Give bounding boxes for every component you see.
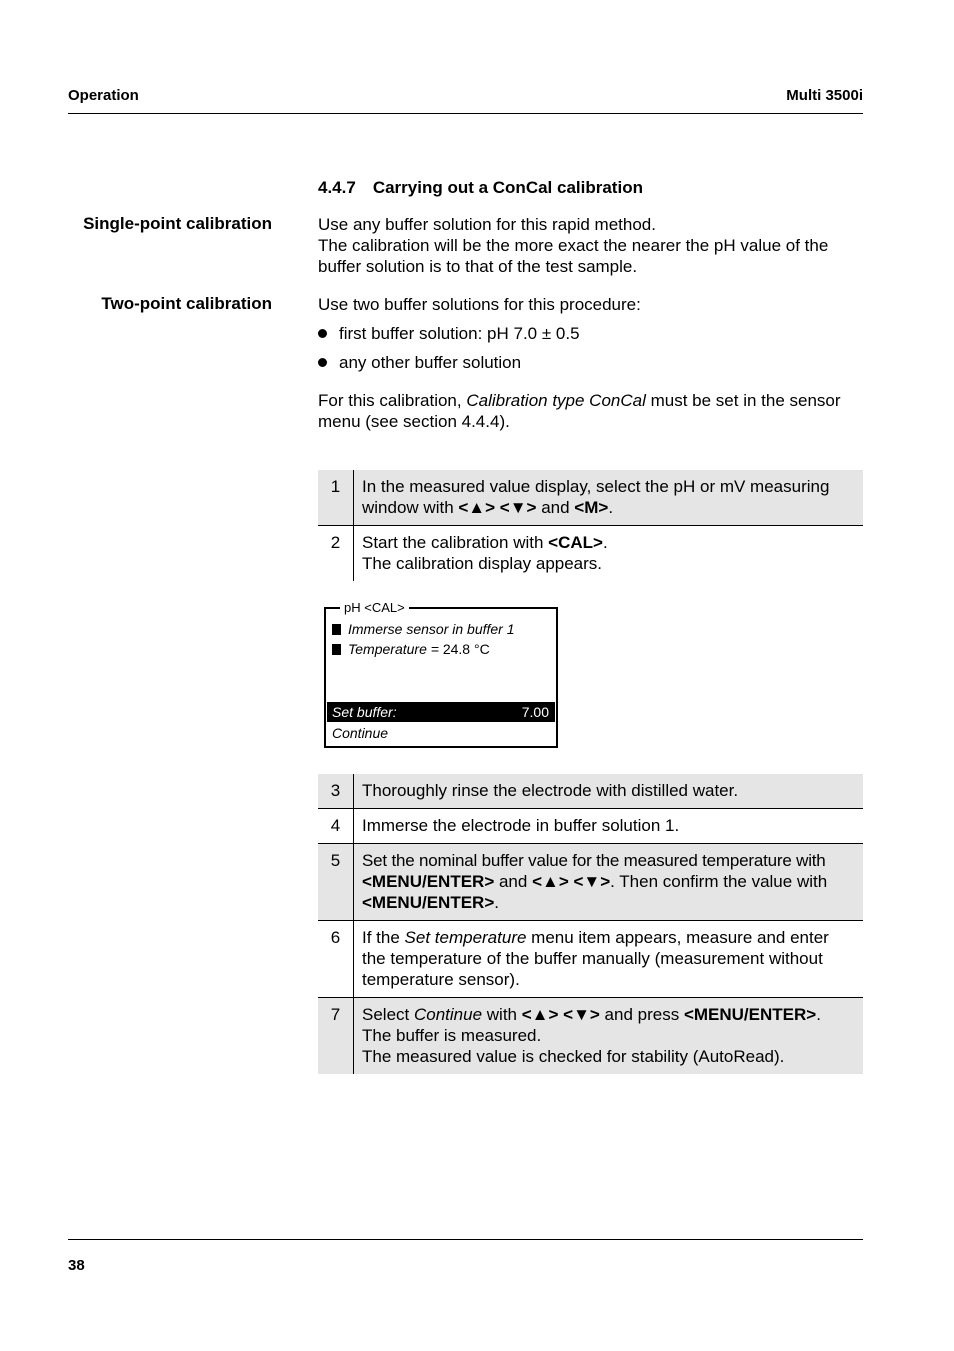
- note-text: menu (see section 4.4.4).: [318, 412, 510, 431]
- step-row: [318, 921, 863, 998]
- step-line: The buffer is measured.: [362, 1026, 542, 1045]
- step-text: [354, 844, 864, 921]
- step-text: [354, 921, 864, 998]
- step-row: [318, 809, 863, 844]
- step-number: 7: [318, 998, 354, 1075]
- step-text: Thoroughly rinse the electrode with distilled water.: [354, 774, 864, 809]
- set-buffer-menu-item[interactable]: [327, 702, 555, 722]
- step-text: [354, 470, 864, 526]
- single-point-label: Single-point calibration: [83, 214, 272, 233]
- bullet-text: any other buffer solution: [339, 353, 522, 372]
- step-row: [318, 998, 863, 1075]
- calibration-note: [318, 390, 863, 432]
- temperature-value: 24.8 °C: [442, 641, 490, 657]
- display-title: pH <CAL>: [340, 600, 409, 616]
- section-title: Carrying out a ConCal calibration: [372, 178, 643, 197]
- step-text: [354, 526, 864, 582]
- step-line: Start the calibration with <CAL>.: [362, 533, 608, 552]
- bullet-icon: [318, 358, 327, 367]
- display-line-immerse: Immerse sensor in buffer 1: [332, 621, 515, 638]
- step-number: 5: [318, 844, 354, 921]
- two-point-label: Two-point calibration: [101, 294, 272, 313]
- key-arrows: <▲> <▼>: [532, 872, 611, 891]
- key-m: <M>: [574, 498, 609, 517]
- menu-item-reference: Set temperature: [404, 928, 527, 947]
- single-point-line: The calibration will be the more exact the nearer the pH value of the: [318, 236, 829, 255]
- step-line: <MENU/ENTER> and <▲> <▼>. Then confirm the value with: [362, 872, 828, 891]
- bullet-icon: [318, 329, 327, 338]
- key-arrows: <▲> <▼>: [521, 1005, 600, 1024]
- step-line: The measured value is checked for stability (AutoRead).: [362, 1047, 785, 1066]
- section-heading: [318, 178, 643, 198]
- footer-rule: [68, 1239, 863, 1240]
- bullet-text: first buffer solution: pH 7.0 ± 0.5: [339, 324, 580, 343]
- step-row: [318, 774, 863, 809]
- steps-table-b: [318, 774, 863, 1074]
- step-text: Immerse the electrode in buffer solution 1.: [354, 809, 864, 844]
- menu-item-reference: Continue: [413, 1005, 483, 1024]
- single-point-line: buffer solution is to that of the test sample.: [318, 257, 638, 276]
- bullet-item: [318, 323, 580, 344]
- step-row: [318, 526, 863, 582]
- step-number: 4: [318, 809, 354, 844]
- step-line: If the Set temperature menu item appears, measure and enter: [362, 928, 829, 947]
- step-row: [318, 844, 863, 921]
- note-text: must be set in the sensor: [645, 391, 841, 410]
- single-point-line: Use any buffer solution for this rapid method.: [318, 215, 656, 234]
- step-line: Set the nominal buffer value for the measured temperature with: [362, 851, 826, 870]
- key-menu-enter: <MENU/ENTER>: [683, 1005, 817, 1024]
- header-product-name: Multi 3500i: [786, 87, 863, 104]
- square-bullet-icon: [332, 644, 341, 655]
- set-buffer-label: Set buffer:: [332, 704, 397, 720]
- step-number: 6: [318, 921, 354, 998]
- note-text: For this calibration,: [318, 391, 467, 410]
- step-line: window with <▲> <▼> and <M>.: [362, 498, 614, 517]
- step-line: the temperature of the buffer manually (measurement without: [362, 949, 823, 968]
- step-number: 3: [318, 774, 354, 809]
- key-menu-enter: <MENU/ENTER>: [362, 872, 495, 891]
- step-line: The calibration display appears.: [362, 554, 603, 573]
- step-number: 1: [318, 470, 354, 526]
- step-line: <MENU/ENTER>.: [362, 893, 499, 912]
- square-bullet-icon: [332, 624, 341, 635]
- header-rule: [68, 113, 863, 114]
- single-point-text: [318, 214, 863, 277]
- page-number: 38: [68, 1257, 85, 1274]
- continue-menu-item[interactable]: Continue: [332, 725, 389, 741]
- two-point-intro: Use two buffer solutions for this procedure:: [318, 295, 641, 314]
- section-number: 4.4.7: [318, 178, 356, 197]
- bullet-item: [318, 352, 521, 373]
- key-cal: <CAL>: [548, 533, 603, 552]
- step-line: Select Continue with <▲> <▼> and press <MENU/ENTER>.: [362, 1005, 821, 1024]
- note-italic: Calibration type ConCal: [466, 391, 646, 410]
- set-buffer-value: 7.00: [521, 704, 549, 720]
- header-section-title: Operation: [68, 87, 139, 104]
- key-arrows: <▲> <▼>: [458, 498, 537, 517]
- step-row: [318, 470, 863, 526]
- step-number: 2: [318, 526, 354, 582]
- step-line: In the measured value display, select the pH or mV measuring: [362, 477, 830, 496]
- step-text: [354, 998, 864, 1075]
- step-line: temperature sensor).: [362, 970, 520, 989]
- key-menu-enter: <MENU/ENTER>: [362, 893, 495, 912]
- display-line-temperature: Temperature = 24.8 °C: [332, 641, 490, 658]
- steps-table-a: [318, 470, 863, 581]
- instrument-display: [324, 600, 558, 748]
